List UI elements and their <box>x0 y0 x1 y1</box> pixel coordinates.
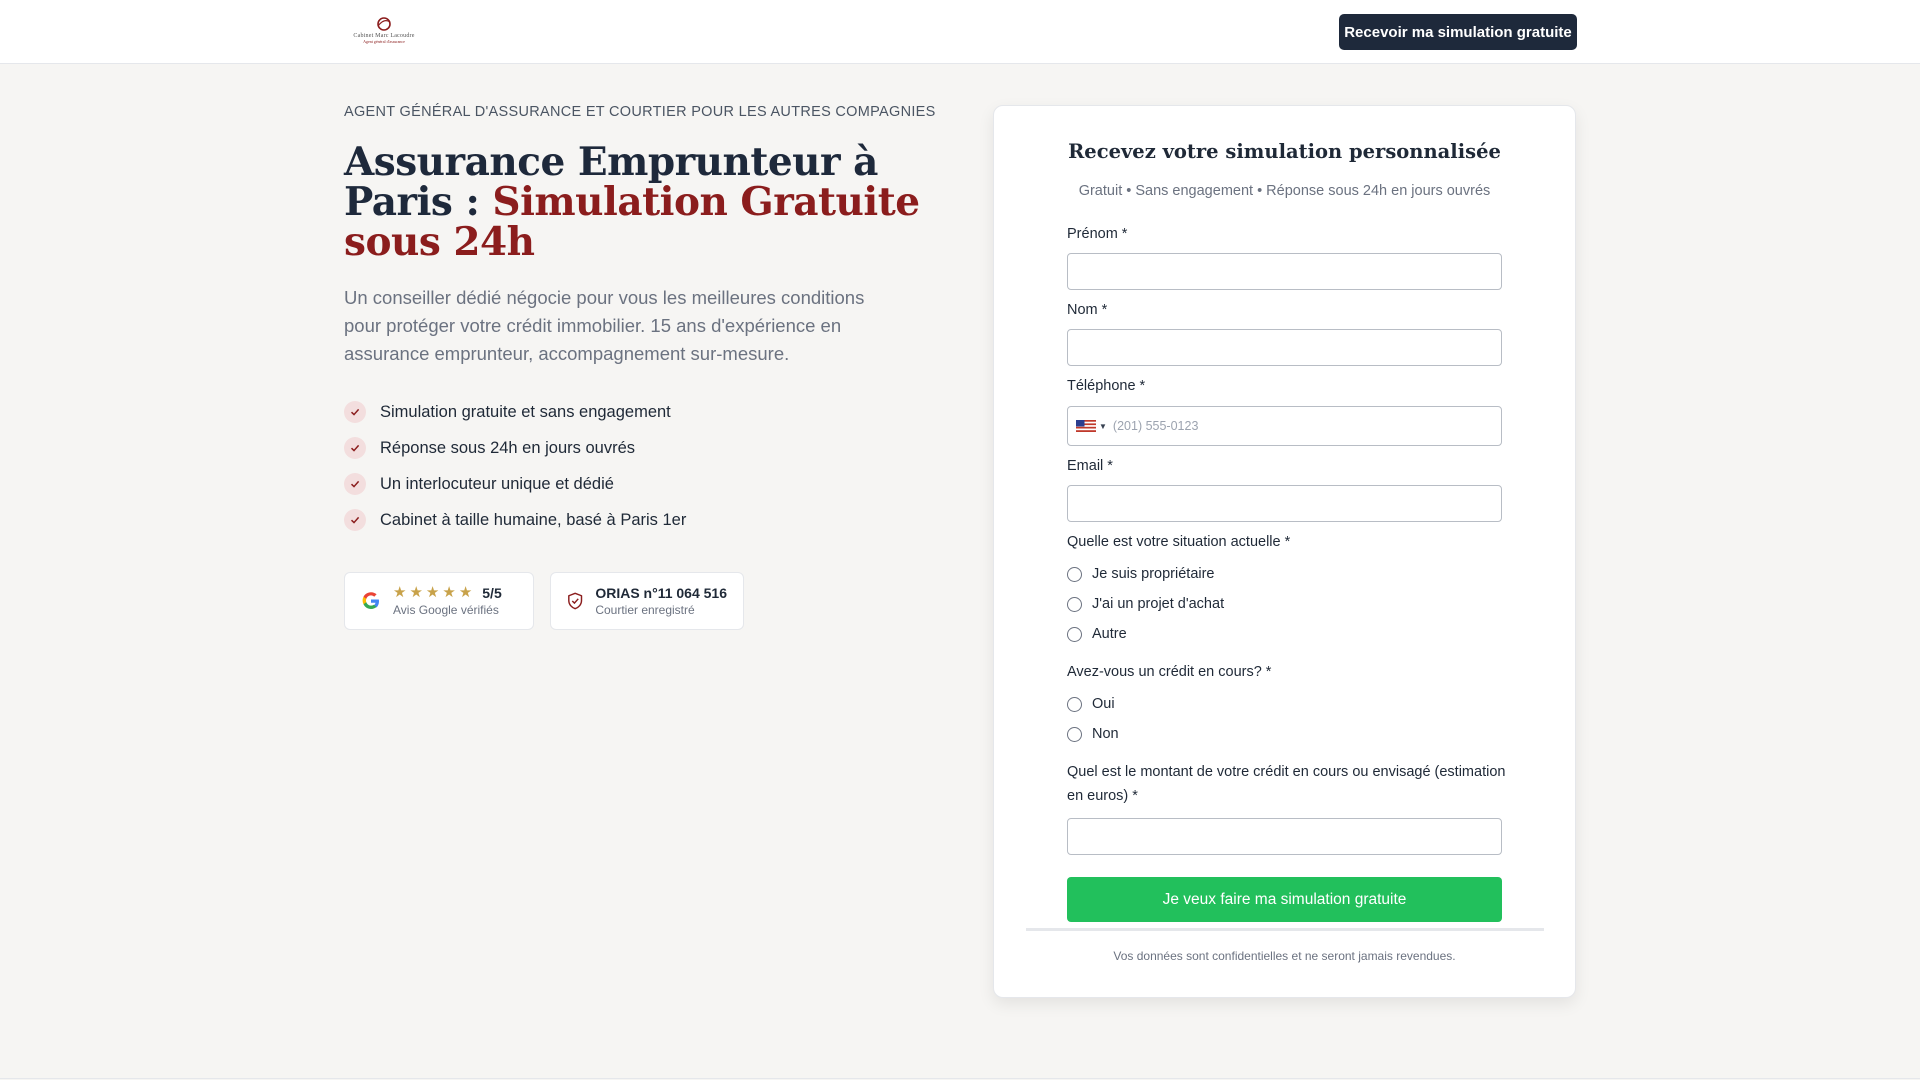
radio-button[interactable] <box>1067 567 1082 582</box>
logo-tagline: Agent général d'assurance <box>363 39 405 44</box>
page-title <box>344 139 924 265</box>
google-icon <box>361 591 381 611</box>
credit-label: Avez-vous un crédit en cours? * <box>1067 664 1272 680</box>
form-subtitle: Gratuit • Sans engagement • Réponse sous 24h en jours ouvrés <box>1078 183 1491 199</box>
email-input[interactable] <box>1067 485 1502 522</box>
hero-kicker: AGENT GÉNÉRAL D'ASSURANCE ET COURTIER POUR LES AUTRES COMPAGNIES <box>344 104 936 120</box>
radio-label: J'ai un projet d'achat <box>1092 596 1225 612</box>
page-title-accent: Simulation Gratuite sous 24h <box>344 179 920 265</box>
prenom-label: Prénom * <box>1067 226 1128 242</box>
email-label: Email * <box>1067 458 1113 474</box>
radio-button[interactable] <box>1067 727 1082 742</box>
radio-button[interactable] <box>1067 627 1082 642</box>
check-icon <box>344 437 366 459</box>
radio-button[interactable] <box>1067 697 1082 712</box>
shield-check-icon <box>567 591 583 611</box>
telephone-field <box>1067 406 1502 446</box>
star-icon: ★ <box>425 584 440 601</box>
divider <box>1026 928 1544 931</box>
star-icon: ★ <box>393 584 407 601</box>
chevron-down-icon: ▼ <box>1099 421 1107 431</box>
benefit-text: Cabinet à taille humaine, basé à Paris 1er <box>380 510 687 529</box>
orias-subtitle: Courtier enregistré <box>595 603 695 617</box>
us-flag-icon <box>1076 420 1096 432</box>
logo-mark-icon <box>372 16 396 32</box>
radio-label: Non <box>1092 726 1119 742</box>
check-icon <box>344 473 366 495</box>
rating-value: 5/5 <box>482 585 502 601</box>
radio-label: Autre <box>1092 626 1127 642</box>
hero-section <box>344 104 936 630</box>
check-icon <box>344 509 366 531</box>
situation-option-proprietaire[interactable] <box>1067 564 1215 584</box>
star-rating <box>393 585 502 601</box>
benefit-text: Un interlocuteur unique et dédié <box>380 474 614 493</box>
country-selector[interactable] <box>1076 420 1107 432</box>
site-header <box>0 0 1920 64</box>
form-title: Recevez votre simulation personnalisée <box>1068 140 1501 163</box>
hero-lead: Un conseiller dédié négocie pour vous les meilleures conditions pour protéger votre crédit immobilier. 15 ans d'expérience en assurance emprunteur, accompagnement sur-mesure. <box>344 287 865 364</box>
submit-simulation-button[interactable]: Je veux faire ma simulation gratuite <box>1067 877 1502 922</box>
situation-label: Quelle est votre situation actuelle * <box>1067 534 1291 550</box>
google-reviews-badge <box>344 572 534 630</box>
benefit-item <box>344 430 924 466</box>
logo-name: Cabinet Marc Lacoudre <box>353 33 415 39</box>
footer-divider <box>0 1078 1920 1079</box>
privacy-note: Vos données sont confidentielles et ne seront jamais revendues. <box>1113 949 1456 963</box>
benefit-text: Réponse sous 24h en jours ouvrés <box>380 438 635 457</box>
nom-label: Nom * <box>1067 302 1108 318</box>
header-simulation-button[interactable]: Recevoir ma simulation gratuite <box>1339 14 1577 50</box>
benefits-list <box>344 394 924 538</box>
trust-badges <box>344 572 924 630</box>
benefit-item <box>344 394 924 430</box>
star-icon: ★ <box>409 584 423 601</box>
orias-badge <box>550 572 744 630</box>
credit-option-oui[interactable] <box>1067 694 1115 714</box>
logo[interactable] <box>344 16 424 48</box>
google-badge-subtitle: Avis Google vérifiés <box>393 603 499 617</box>
page-title-main: Assurance Emprunteur à Paris : <box>344 139 878 225</box>
radio-label: Oui <box>1092 696 1115 712</box>
benefit-text: Simulation gratuite et sans engagement <box>380 402 671 421</box>
montant-input[interactable] <box>1067 818 1502 855</box>
prenom-input[interactable] <box>1067 253 1502 290</box>
benefit-item <box>344 466 924 502</box>
check-icon <box>344 401 366 423</box>
nom-input[interactable] <box>1067 329 1502 366</box>
montant-label: Quel est le montant de votre crédit en cours ou envisagé (estimation en euros) * <box>1067 764 1506 804</box>
star-icon: ★ <box>458 584 473 601</box>
telephone-input[interactable] <box>1113 407 1501 445</box>
situation-option-autre[interactable] <box>1067 624 1127 644</box>
situation-option-projet-achat[interactable] <box>1067 594 1224 614</box>
credit-option-non[interactable] <box>1067 724 1119 744</box>
telephone-label: Téléphone * <box>1067 378 1146 394</box>
benefit-item <box>344 502 924 538</box>
radio-button[interactable] <box>1067 597 1082 612</box>
simulation-form-card <box>993 105 1576 998</box>
radio-label: Je suis propriétaire <box>1092 566 1215 582</box>
star-icon: ★ <box>442 584 456 601</box>
orias-number: ORIAS n°11 064 516 <box>595 585 727 601</box>
